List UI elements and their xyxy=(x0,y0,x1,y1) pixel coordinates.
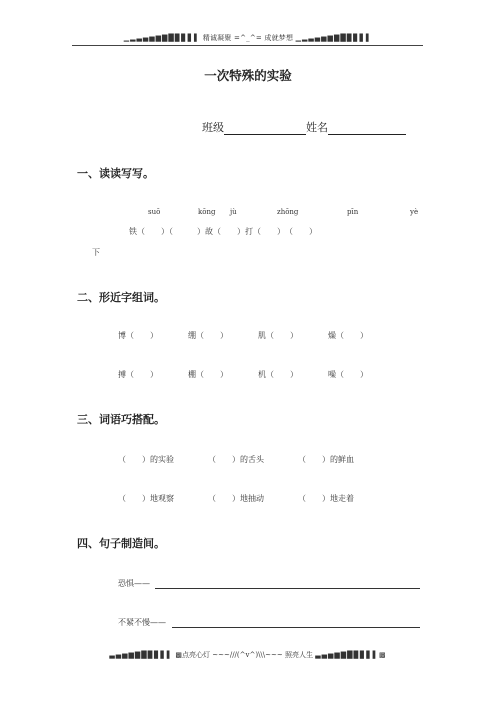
sentence-prompt-1: 恐惧—— xyxy=(118,579,150,588)
name-label: 姓名 xyxy=(306,121,328,134)
footer-right-decoration: ▃▄▅▆▇█▉▊▋▌▩ xyxy=(315,651,387,659)
similar-char-2: 绷（ ） xyxy=(188,331,228,340)
similar-char-4: 燥（ ） xyxy=(328,331,368,340)
similar-char-3: 肌（ ） xyxy=(258,331,298,340)
section-3-heading: 三、词语巧搭配。 xyxy=(77,413,165,426)
similar-char-5: 搏（ ） xyxy=(118,370,158,379)
section-4-heading: 四、句子制造间。 xyxy=(77,537,165,550)
class-label: 班级 xyxy=(202,121,224,134)
section-2-heading: 二、形近字组词。 xyxy=(77,291,165,304)
similar-char-6: 棚（ ） xyxy=(188,370,228,379)
pinyin-3: jù xyxy=(230,208,237,216)
footer-left-decoration: ▃▄▅▆▇█▉▊▋▌ xyxy=(109,651,174,659)
header-right-decoration: ▁▂▃▄▅▆▇█▉▊▋▌ xyxy=(295,34,373,42)
phrase-2: （ ）的舌头 xyxy=(208,455,264,464)
name-blank[interactable] xyxy=(328,122,406,135)
header-left-decoration: ▁▂▃▄▅▆▇█▉▊▋▌ xyxy=(123,34,201,42)
header-rule xyxy=(72,45,423,46)
section-1-tail: 下 xyxy=(92,248,100,257)
phrase-6: （ ）地走着 xyxy=(298,494,354,503)
footer-motto: ▩点亮心灯 ~~~///(^v^)\\\~~~ 照亮人生 xyxy=(175,651,313,659)
pinyin-2: kōng xyxy=(198,208,216,216)
section-1-heading: 一、读读写写。 xyxy=(77,167,154,180)
sentence-prompt-2: 不紧不慢—— xyxy=(118,618,166,627)
phrase-3: （ ）的鲜血 xyxy=(298,455,354,464)
pinyin-4: zhōng xyxy=(277,208,299,216)
class-blank[interactable] xyxy=(224,122,306,135)
pinyin-1: suō xyxy=(148,208,161,216)
phrase-1: （ ）的实验 xyxy=(118,455,174,464)
sentence-answer-line-2[interactable] xyxy=(172,627,420,628)
similar-char-7: 机（ ） xyxy=(258,370,298,379)
pinyin-6: yè xyxy=(410,208,419,216)
page-header xyxy=(0,33,496,43)
header-motto: 精诚凝聚 =^_^= 成就梦想 xyxy=(202,34,294,42)
page-title: 一次特殊的实验 xyxy=(204,68,292,83)
phrase-4: （ ）地观察 xyxy=(118,494,174,503)
sentence-answer-line-1[interactable] xyxy=(155,588,420,589)
phrase-5: （ ）地抽动 xyxy=(208,494,264,503)
student-info xyxy=(202,119,406,135)
pinyin-5: pīn xyxy=(347,208,359,216)
page-footer xyxy=(0,650,496,660)
section-1-blanks: 铁（ ）（ ）故（ ）打（ ） （ ） xyxy=(129,227,317,236)
similar-char-1: 博（ ） xyxy=(118,331,158,340)
similar-char-8: 噪（ ） xyxy=(328,370,368,379)
